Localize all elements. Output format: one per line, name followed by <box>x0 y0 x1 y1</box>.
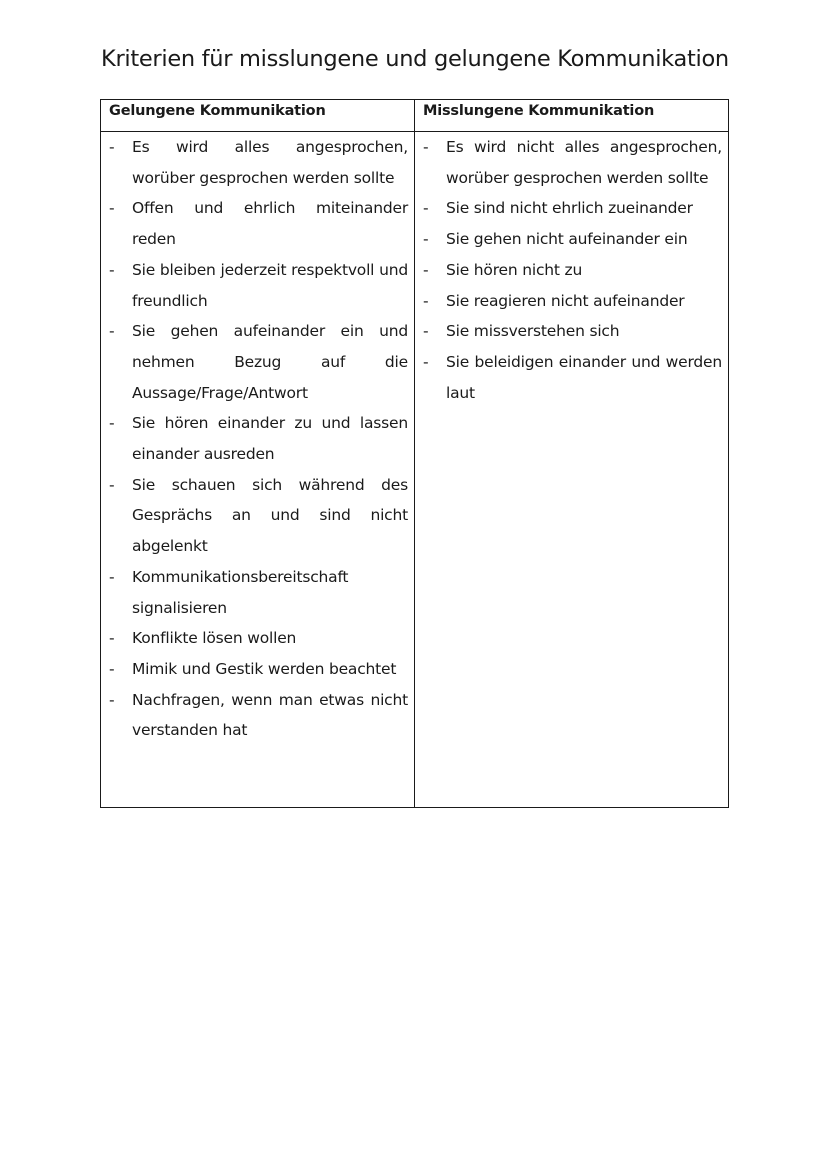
gelungen-item <box>107 562 408 623</box>
gelungen-item-text: Nachfragen, wenn man etwas nicht verstanden hat <box>132 690 408 740</box>
misslungen-list <box>421 132 722 408</box>
gelungen-item <box>107 255 408 316</box>
gelungen-item <box>107 685 408 746</box>
header-misslungene-kommunikation: Misslungene Kommunikation <box>415 100 729 132</box>
misslungen-item <box>421 255 722 286</box>
list-bullet: - <box>109 414 115 433</box>
list-bullet: - <box>109 260 115 279</box>
list-bullet: - <box>423 138 429 156</box>
gelungen-item-text: Sie bleiben jederzeit respektvoll und freundlich <box>132 260 408 310</box>
misslungen-item-text: Sie reagieren nicht aufeinander <box>446 291 685 310</box>
header-gelungene-kommunikation: Gelungene Kommunikation <box>101 100 415 132</box>
list-bullet: - <box>109 690 115 709</box>
gelungen-item <box>107 316 408 408</box>
misslungen-item <box>421 224 722 255</box>
misslungen-item-text: Es wird nicht alles angesprochen, worüber gesprochen werden sollte <box>446 138 722 187</box>
list-bullet: - <box>109 567 115 586</box>
gelungen-item-text: Sie schauen sich während des Gesprächs an und sind nicht abgelenkt <box>132 475 408 556</box>
list-bullet: - <box>423 352 429 371</box>
misslungen-item <box>421 286 722 317</box>
list-bullet: - <box>423 230 429 249</box>
list-bullet: - <box>109 629 115 648</box>
gelungen-list <box>107 132 408 746</box>
gelungen-item-text: Mimik und Gestik werden beachtet <box>132 659 397 678</box>
gelungen-item <box>107 623 408 654</box>
list-bullet: - <box>109 475 115 494</box>
page-title: Kriterien für misslungene und gelungene Kommunikation <box>101 46 729 72</box>
misslungen-item-text: Sie sind nicht ehrlich zueinander <box>446 199 693 218</box>
misslungen-item <box>421 193 722 224</box>
gelungen-item-text: Sie gehen aufeinander ein und nehmen Bezug auf die Aussage/Frage/Antwort <box>132 322 408 402</box>
gelungen-item-text: Kommunikationsbereitschaft signalisieren <box>132 567 349 617</box>
list-bullet: - <box>423 199 429 218</box>
gelungen-item <box>107 193 408 254</box>
misslungen-item-text: Sie missverstehen sich <box>446 322 620 341</box>
misslungen-item-text: Sie beleidigen einander und werden laut <box>446 352 722 402</box>
gelungen-cell <box>101 132 415 808</box>
misslungen-item-text: Sie hören nicht zu <box>446 260 583 279</box>
misslungen-item <box>421 347 722 408</box>
gelungen-item <box>107 408 408 469</box>
gelungen-item-text: Es wird alles angesprochen, worüber gesprochen werden sollte <box>132 138 408 187</box>
misslungen-item-text: Sie gehen nicht aufeinander ein <box>446 230 688 249</box>
misslungen-item <box>421 316 722 347</box>
list-bullet: - <box>109 138 115 156</box>
gelungen-item <box>107 132 408 193</box>
list-bullet: - <box>109 199 115 218</box>
list-bullet: - <box>423 291 429 310</box>
list-bullet: - <box>423 260 429 279</box>
gelungen-item <box>107 470 408 562</box>
header-row <box>101 100 729 132</box>
criteria-table <box>100 99 729 808</box>
list-bullet: - <box>109 659 115 678</box>
list-bullet: - <box>423 322 429 341</box>
gelungen-item-text: Konflikte lösen wollen <box>132 629 297 648</box>
gelungen-item <box>107 654 408 685</box>
content-row <box>101 132 729 808</box>
misslungen-item <box>421 132 722 193</box>
misslungen-cell <box>415 132 729 808</box>
gelungen-item-text: Sie hören einander zu und lassen einander ausreden <box>132 414 408 464</box>
list-bullet: - <box>109 322 115 341</box>
gelungen-item-text: Offen und ehrlich miteinander reden <box>132 199 408 249</box>
